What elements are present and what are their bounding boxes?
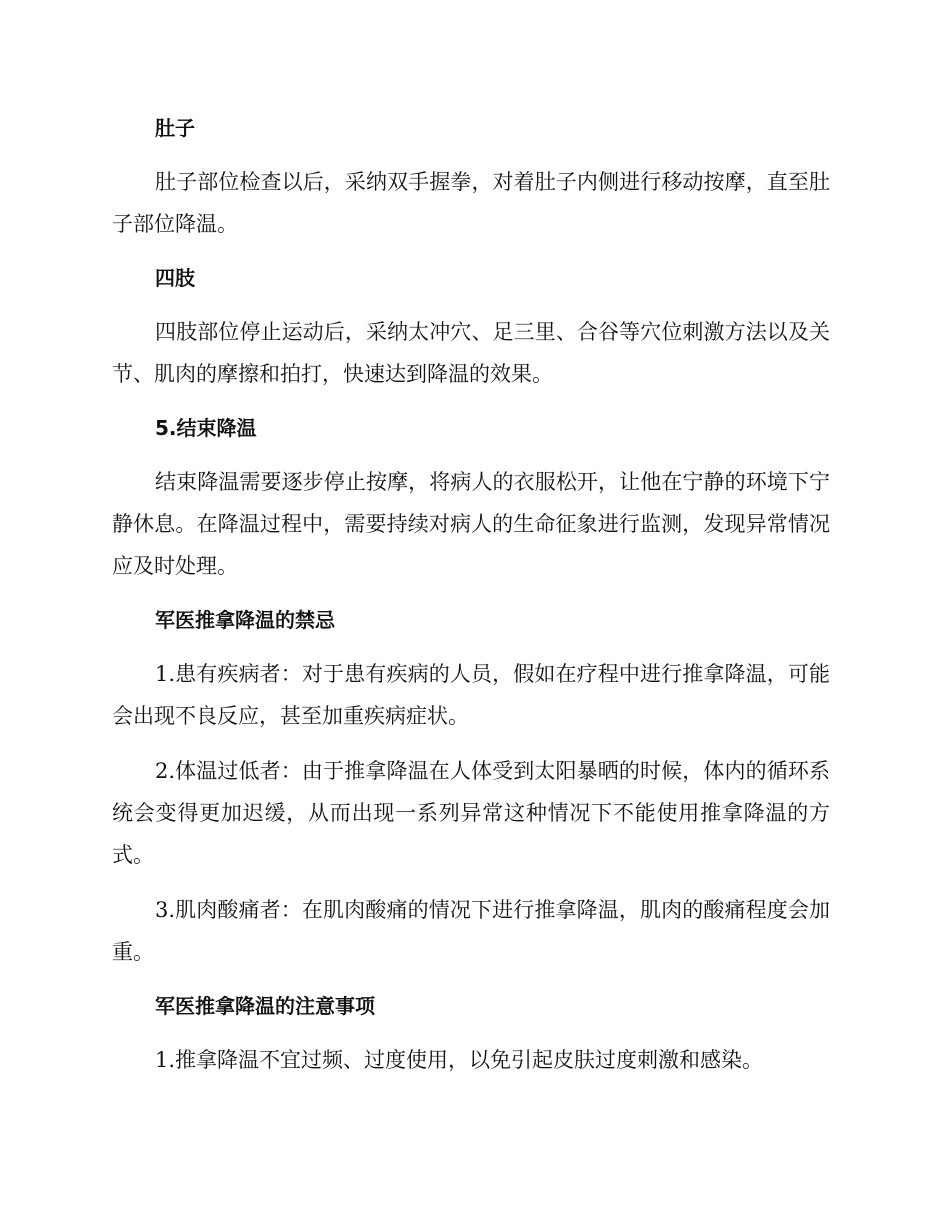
heading-precautions: 军医推拿降温的注意事项: [155, 994, 375, 1018]
paragraph-contraindication-3: 3.肌肉酸痛者：在肌肉酸痛的情况下进行推拿降温，肌肉的酸痛程度会加重。: [112, 898, 830, 964]
paragraph-contraindication-1: 1.患有疾病者：对于患有疾病的人员，假如在疗程中进行推拿降温，可能会出现不良反应，甚至加重疾病症状。: [112, 662, 830, 728]
heading-belly: 肚子: [155, 116, 195, 140]
document-body: [112, 108, 830, 1094]
paragraph-limbs: 四肢部位停止运动后，采纳太冲穴、足三里、合谷等穴位刺激方法以及关节、肌肉的摩擦和拍打，快速达到降温的效果。: [112, 320, 830, 386]
paragraph-contraindication-2: 2.体温过低者：由于推拿降温在人体受到太阳暴晒的时候，体内的循环系统会变得更加迟缓，从而出现一系列异常这种情况下不能使用推拿降温的方式。: [112, 759, 830, 867]
paragraph-precaution-1: 1.推拿降温不宜过频、过度使用，以免引起皮肤过度刺激和感染。: [155, 1048, 764, 1072]
paragraph-belly: 肚子部位检查以后，采纳双手握拳，对着肚子内侧进行移动按摩，直至肚子部位降温。: [112, 170, 830, 236]
heading-limbs: 四肢: [155, 266, 195, 290]
heading-end-cooling: 5.结束降温: [155, 416, 257, 440]
paragraph-end-cooling: 结束降温需要逐步停止按摩，将病人的衣服松开，让他在宁静的环境下宁静休息。在降温过程中，需要持续对病人的生命征象进行监测，发现异常情况应及时处理。: [112, 470, 830, 578]
heading-contraindications: 军医推拿降温的禁忌: [155, 608, 335, 632]
